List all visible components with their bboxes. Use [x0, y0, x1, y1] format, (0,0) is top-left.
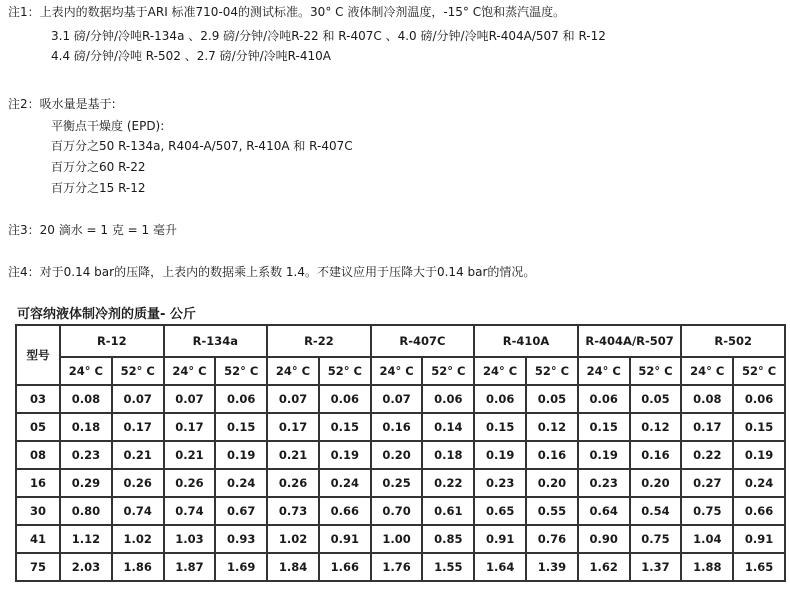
value-cell: 0.15 [733, 413, 785, 441]
value-cell: 0.66 [319, 497, 371, 525]
value-cell: 0.22 [681, 441, 733, 469]
note-3 [8, 220, 177, 240]
note-2-line-2: 平衡点干燥度 (EPD): [51, 119, 165, 133]
model-cell: 16 [16, 469, 60, 497]
value-cell: 0.93 [215, 525, 267, 553]
value-cell: 0.54 [630, 497, 682, 525]
value-cell: 1.04 [681, 525, 733, 553]
header-row-temperatures [16, 357, 785, 385]
value-cell: 0.08 [681, 385, 733, 413]
value-cell: 0.66 [733, 497, 785, 525]
value-cell: 0.20 [526, 469, 578, 497]
note-2-line-4: 百万分之60 R-22 [51, 160, 146, 174]
value-cell: 0.06 [319, 385, 371, 413]
value-cell: 0.05 [526, 385, 578, 413]
value-cell: 0.15 [215, 413, 267, 441]
value-cell: 1.64 [474, 553, 526, 581]
note-3-label: 注3： [8, 223, 40, 237]
value-cell: 0.15 [319, 413, 371, 441]
note-1-line-2: 3.1 磅/分钟/冷吨R-134a 、2.9 磅/分钟/冷吨R-22 和 R-407C 、4.0 磅/分钟/冷吨R-404A/507 和 R-12 [51, 29, 606, 43]
table-row [16, 385, 785, 413]
value-cell: 0.90 [578, 525, 630, 553]
temp-header: 52° C [422, 357, 474, 385]
value-cell: 0.12 [526, 413, 578, 441]
value-cell: 1.39 [526, 553, 578, 581]
value-cell: 0.24 [319, 469, 371, 497]
value-cell: 1.00 [371, 525, 423, 553]
value-cell: 0.55 [526, 497, 578, 525]
refrigerant-header: R-410A [474, 325, 578, 357]
value-cell: 0.15 [578, 413, 630, 441]
note-3-text: 20 滴水 = 1 克 = 1 毫升 [39, 223, 177, 237]
temp-header: 52° C [733, 357, 785, 385]
note-1-line-3: 4.4 磅/分钟/冷吨 R-502 、2.7 磅/分钟/冷吨R-410A [51, 49, 331, 63]
temp-header: 24° C [578, 357, 630, 385]
value-cell: 0.75 [681, 497, 733, 525]
value-cell: 0.18 [422, 441, 474, 469]
value-cell: 0.22 [422, 469, 474, 497]
value-cell: 0.85 [422, 525, 474, 553]
refrigerant-header: R-404A/R-507 [578, 325, 682, 357]
model-cell: 30 [16, 497, 60, 525]
value-cell: 0.12 [630, 413, 682, 441]
value-cell: 0.06 [474, 385, 526, 413]
table-row [16, 441, 785, 469]
value-cell: 0.26 [164, 469, 216, 497]
value-cell: 0.19 [215, 441, 267, 469]
value-cell: 0.15 [474, 413, 526, 441]
value-cell: 0.25 [371, 469, 423, 497]
value-cell: 0.17 [164, 413, 216, 441]
temp-header: 24° C [474, 357, 526, 385]
table-row [16, 469, 785, 497]
note-4-label: 注4： [8, 265, 40, 279]
value-cell: 0.91 [733, 525, 785, 553]
value-cell: 0.06 [733, 385, 785, 413]
temp-header: 52° C [526, 357, 578, 385]
value-cell: 0.19 [474, 441, 526, 469]
table-body [16, 385, 785, 581]
temp-header: 24° C [60, 357, 112, 385]
value-cell: 0.14 [422, 413, 474, 441]
value-cell: 0.74 [112, 497, 164, 525]
value-cell: 0.61 [422, 497, 474, 525]
value-cell: 1.66 [319, 553, 371, 581]
note-2 [8, 94, 116, 114]
value-cell: 0.21 [112, 441, 164, 469]
value-cell: 0.18 [60, 413, 112, 441]
value-cell: 1.76 [371, 553, 423, 581]
note-2-text: 吸水量是基于: [39, 97, 116, 111]
value-cell: 0.70 [371, 497, 423, 525]
value-cell: 0.91 [474, 525, 526, 553]
temp-header: 24° C [371, 357, 423, 385]
temp-header: 24° C [681, 357, 733, 385]
value-cell: 1.87 [164, 553, 216, 581]
value-cell: 0.17 [267, 413, 319, 441]
value-cell: 0.26 [267, 469, 319, 497]
value-cell: 0.07 [112, 385, 164, 413]
value-cell: 0.20 [371, 441, 423, 469]
value-cell: 1.37 [630, 553, 682, 581]
note-4-text: 对于0.14 bar的压降，上表内的数据乘上系数 1.4。不建议应用于压降大于0.14 bar的情况。 [39, 265, 536, 279]
value-cell: 1.62 [578, 553, 630, 581]
table-row [16, 525, 785, 553]
value-cell: 0.06 [578, 385, 630, 413]
model-header: 型号 [16, 325, 60, 385]
temp-header: 52° C [319, 357, 371, 385]
temp-header: 52° C [215, 357, 267, 385]
temp-header: 52° C [112, 357, 164, 385]
value-cell: 0.73 [267, 497, 319, 525]
value-cell: 0.29 [60, 469, 112, 497]
value-cell: 0.17 [112, 413, 164, 441]
note-2-line-5: 百万分之15 R-12 [51, 181, 146, 195]
value-cell: 0.06 [422, 385, 474, 413]
value-cell: 1.02 [267, 525, 319, 553]
value-cell: 0.23 [578, 469, 630, 497]
value-cell: 0.16 [371, 413, 423, 441]
value-cell: 0.06 [215, 385, 267, 413]
value-cell: 0.26 [112, 469, 164, 497]
value-cell: 0.27 [681, 469, 733, 497]
value-cell: 0.65 [474, 497, 526, 525]
value-cell: 2.03 [60, 553, 112, 581]
value-cell: 1.86 [112, 553, 164, 581]
value-cell: 0.75 [630, 525, 682, 553]
value-cell: 0.07 [371, 385, 423, 413]
note-1-text: 上表内的数据均基于ARI 标准710-04的测试标准。30° C 液体制冷剂温度，-15° C饱和蒸汽温度。 [39, 5, 566, 19]
value-cell: 0.19 [733, 441, 785, 469]
value-cell: 1.02 [112, 525, 164, 553]
refrigerant-header: R-502 [681, 325, 785, 357]
value-cell: 0.24 [215, 469, 267, 497]
note-2-label: 注2： [8, 97, 40, 111]
value-cell: 0.24 [733, 469, 785, 497]
value-cell: 0.19 [578, 441, 630, 469]
value-cell: 0.17 [681, 413, 733, 441]
model-cell: 03 [16, 385, 60, 413]
value-cell: 0.21 [164, 441, 216, 469]
value-cell: 0.07 [164, 385, 216, 413]
value-cell: 0.21 [267, 441, 319, 469]
note-1 [8, 2, 565, 22]
value-cell: 0.16 [526, 441, 578, 469]
value-cell: 0.76 [526, 525, 578, 553]
model-cell: 41 [16, 525, 60, 553]
value-cell: 0.74 [164, 497, 216, 525]
value-cell: 0.23 [474, 469, 526, 497]
value-cell: 1.12 [60, 525, 112, 553]
temp-header: 24° C [267, 357, 319, 385]
refrigerant-header: R-407C [371, 325, 475, 357]
model-cell: 75 [16, 553, 60, 581]
value-cell: 0.64 [578, 497, 630, 525]
table-row [16, 497, 785, 525]
table-row [16, 413, 785, 441]
note-2-line-3: 百万分之50 R-134a, R404-A/507, R-410A 和 R-407C [51, 139, 353, 153]
table-title: 可容纳液体制冷剂的质量- 公斤 [17, 307, 196, 322]
value-cell: 1.65 [733, 553, 785, 581]
value-cell: 1.69 [215, 553, 267, 581]
value-cell: 0.19 [319, 441, 371, 469]
value-cell: 0.80 [60, 497, 112, 525]
value-cell: 0.23 [60, 441, 112, 469]
value-cell: 1.84 [267, 553, 319, 581]
temp-header: 24° C [164, 357, 216, 385]
refrigerant-header: R-22 [267, 325, 371, 357]
table-row [16, 553, 785, 581]
note-4 [8, 262, 535, 282]
value-cell: 0.67 [215, 497, 267, 525]
value-cell: 0.05 [630, 385, 682, 413]
model-cell: 05 [16, 413, 60, 441]
value-cell: 1.03 [164, 525, 216, 553]
value-cell: 1.88 [681, 553, 733, 581]
value-cell: 0.91 [319, 525, 371, 553]
header-row-refrigerants [16, 325, 785, 357]
temp-header: 52° C [630, 357, 682, 385]
model-cell: 08 [16, 441, 60, 469]
capacity-table [15, 324, 786, 582]
value-cell: 0.16 [630, 441, 682, 469]
value-cell: 1.55 [422, 553, 474, 581]
note-1-label: 注1： [8, 5, 40, 19]
value-cell: 0.08 [60, 385, 112, 413]
refrigerant-header: R-134a [164, 325, 268, 357]
value-cell: 0.07 [267, 385, 319, 413]
value-cell: 0.20 [630, 469, 682, 497]
refrigerant-header: R-12 [60, 325, 164, 357]
